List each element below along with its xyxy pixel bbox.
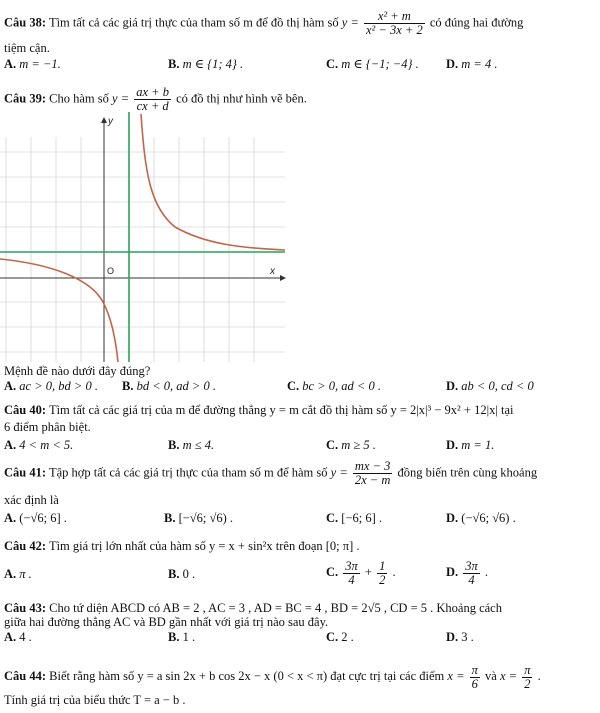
- q40-option-a-letter: A.: [4, 438, 17, 452]
- q39-stem: Cho hàm số: [49, 91, 109, 106]
- q39-fn-prefix: y =: [112, 91, 130, 106]
- q39-option-a-text: ac > 0, bd > 0 .: [19, 379, 98, 393]
- q42-option-c-den-2: 2: [379, 572, 386, 587]
- q42-option-c-frac-2: [377, 560, 387, 587]
- q41-option-d-letter: D.: [446, 511, 459, 525]
- q38-num: x² + m: [364, 10, 425, 24]
- q40-option-a-text: 4 < m < 5.: [19, 438, 74, 452]
- q41-option-a-letter: A.: [4, 511, 17, 525]
- q39-fraction: [134, 86, 171, 113]
- q40-option-b-text: m ≤ 4.: [182, 438, 215, 452]
- q44-pt1-fraction: [470, 664, 480, 691]
- q40-option-b[interactable]: [168, 438, 214, 453]
- q41-fn-prefix: y =: [330, 465, 348, 480]
- q42-option-a-letter: A.: [4, 567, 17, 581]
- q41-option-d-text: (−√6; √6) .: [461, 511, 516, 525]
- q41-num: mx − 3: [354, 459, 391, 473]
- q42-option-d-letter: D.: [446, 565, 459, 579]
- q39-axis-x-label: x: [270, 266, 275, 277]
- q44-pt1-prefix: x =: [447, 669, 465, 683]
- q43-option-a-letter: A.: [4, 630, 17, 644]
- q39-num: ax + b: [136, 85, 169, 99]
- q40-stem: Tìm tất cả các giá trị của m để đường thẳng y = m cắt đồ thị hàm số y = 2|x|³ − 9x² + 12|x| tại: [48, 403, 514, 417]
- q43-option-c-text: 2 .: [341, 630, 354, 644]
- q41-fraction: [353, 460, 393, 487]
- q42-option-d-den: 4: [468, 572, 475, 587]
- q40-option-c-text: m ≥ 5 .: [341, 438, 376, 452]
- q43-option-c-letter: C.: [326, 630, 339, 644]
- q42-stem-line: Câu 42: Tìm giá trị lớn nhất của hàm số y = x + sin²x trên đoạn [0; π] .: [4, 539, 360, 553]
- q39-origin-label: O: [107, 266, 115, 276]
- q44-pt2-num: π: [524, 662, 531, 677]
- q39-graph: [0, 112, 290, 362]
- q44-pt2-den: 2: [524, 676, 531, 691]
- q42-option-c-letter: C.: [326, 565, 339, 579]
- q39-suffix: có đồ thị như hình vẽ bên.: [176, 91, 307, 106]
- q39-option-a-letter: A.: [4, 379, 17, 393]
- q43-label: Câu 43:: [4, 601, 47, 615]
- q39-option-a[interactable]: [4, 379, 98, 394]
- q40-option-d[interactable]: [446, 438, 494, 453]
- q42-option-d-end: .: [484, 565, 489, 579]
- q38-option-b[interactable]: [168, 57, 243, 72]
- q40-option-a[interactable]: [4, 438, 73, 453]
- q43-option-d-letter: D.: [446, 630, 459, 644]
- q38-label: Câu 38: [4, 15, 42, 30]
- q41-option-c[interactable]: [326, 511, 382, 526]
- q43-stem-line: [4, 601, 502, 616]
- q43-stem: Cho tứ diện ABCD có AB = 2 , AC = 3 , AD = BC = 4 , BD = 2√5 , CD = 5 . Khoảng cách: [49, 601, 502, 615]
- q40-option-c-letter: C.: [326, 438, 339, 452]
- q43-option-d[interactable]: [446, 630, 474, 645]
- q44-stem-2: Tính giá trị của biểu thức T = a − b .: [4, 693, 186, 707]
- q41-option-a[interactable]: [4, 511, 67, 526]
- q38-option-c-text: m ∈ {−1; −4} .: [341, 57, 419, 71]
- q44-pt2-prefix: x =: [499, 669, 518, 683]
- q39-option-b-text: bd < 0, ad > 0 .: [136, 379, 216, 393]
- q41-suffix: đồng biến trên cùng khoảng: [397, 465, 538, 480]
- q42-option-c-end: .: [392, 565, 396, 579]
- q42-option-c[interactable]: [326, 557, 396, 587]
- q38-stem-line: Câu 38: Tìm tất cả các giá trị thực của tham số m để đồ thị hàm số y = $\frac{\text{x² + m}}{\text{x² − 3x + 2}}$ có đúng hai đường: [4, 9, 524, 37]
- q43-option-b[interactable]: [168, 630, 195, 645]
- q42-option-d-num: 3π: [465, 558, 478, 573]
- q41-option-b-letter: B.: [164, 511, 176, 525]
- q39-curve-right-branch: [141, 114, 285, 250]
- q41-label: Câu 41: [4, 465, 42, 480]
- q42-option-a-text: π .: [19, 567, 32, 581]
- q43-option-b-text: 1 .: [182, 630, 196, 644]
- q39-axis-y-label: y: [108, 116, 113, 127]
- q42-stem: Tìm giá trị lớn nhất của hàm số y = x + sin²x trên đoạn [0; π] .: [48, 539, 360, 553]
- q43-option-d-text: 3 .: [461, 630, 474, 644]
- q42-option-c-den-1: 4: [348, 572, 355, 587]
- q43-option-c[interactable]: [326, 630, 354, 645]
- q40-option-b-letter: B.: [168, 438, 180, 452]
- q41-den: 2x − m: [354, 473, 391, 487]
- q38-den: x² − 3x + 2: [365, 23, 423, 37]
- q42-option-c-frac-1: [343, 560, 360, 587]
- q38-option-b-text: m ∈ {1; 4} .: [182, 57, 244, 71]
- q43-option-a-text: 4 .: [19, 630, 32, 644]
- q39-curve-left-branch: [0, 259, 118, 362]
- q40-stem-line: Câu 40: Tìm tất cả các giá trị của m để đường thẳng y = m cắt đồ thị hàm số y = 2|x|³ − 9x² + 12|x| tại: [4, 403, 514, 417]
- q38-option-d-text: m = 4 .: [461, 57, 498, 71]
- q41-option-a-text: (−√6; 6] .: [19, 511, 67, 525]
- q40-label: Câu 40: [4, 403, 42, 417]
- q42-label: Câu 42: [4, 539, 42, 553]
- q41-option-b[interactable]: [164, 511, 233, 526]
- q40-option-d-text: m = 1.: [461, 438, 495, 452]
- q40-option-d-letter: D.: [446, 438, 459, 452]
- q39-stem-line: Câu 39: Cho hàm số y = $\frac{ax + b}{cx + d}$ có đồ thị như hình vẽ bên.: [4, 85, 307, 113]
- q42-option-a[interactable]: [4, 567, 32, 582]
- q42-option-b[interactable]: [168, 567, 195, 582]
- q38-fraction: [364, 10, 425, 37]
- q39-option-d[interactable]: [446, 379, 534, 394]
- q44-pt1-num: π: [471, 662, 478, 677]
- q42-option-c-num-2: 1: [379, 558, 386, 573]
- q42-option-c-plus: +: [364, 565, 372, 579]
- q38-option-c[interactable]: [326, 57, 419, 72]
- q42-option-d-frac: [463, 560, 480, 587]
- q38-option-a-text: m = −1.: [19, 57, 61, 71]
- q39-option-d-text: ab < 0, cd < 0: [461, 379, 534, 393]
- q41-option-d[interactable]: [446, 511, 516, 526]
- q41-option-c-text: [−6; 6] .: [341, 511, 383, 525]
- q42-option-d[interactable]: [446, 557, 488, 587]
- q39-option-c-letter: C.: [287, 379, 300, 393]
- q39-option-c[interactable]: [287, 379, 381, 394]
- q41-option-b-text: [−√6; √6) .: [178, 511, 234, 525]
- q43-option-a[interactable]: [4, 630, 32, 645]
- q41-option-c-letter: C.: [326, 511, 339, 525]
- q40-option-c[interactable]: [326, 438, 376, 453]
- q44-stem-line: Câu 44: Biết rằng hàm số y = a sin 2x + b cos 2x − x (0 < x < π) đạt cực trị tại các điểm x = $\frac{\pi}{6}$ và x = $\frac{\pi}{2}$ .: [4, 662, 541, 691]
- q38-option-d[interactable]: [446, 57, 498, 72]
- q38-option-a-letter: A.: [4, 57, 17, 71]
- q42-option-c-num-1: 3π: [345, 558, 358, 573]
- q43-option-b-letter: B.: [168, 630, 180, 644]
- q38-option-d-letter: D.: [446, 57, 459, 71]
- q38-stem-2: tiệm cận.: [4, 41, 50, 55]
- q39-option-c-text: bc > 0, ad < 0 .: [302, 379, 381, 393]
- q38-suffix: có đúng hai đường: [429, 15, 524, 30]
- q41-stem-line: Câu 41: Tập hợp tất cả các giá trị thực của tham số m để hàm số y = $\frac{mx - 3}{2x - m}$ đồng biến trên cùng khoảng: [4, 459, 538, 487]
- q41-stem: Tập hợp tất cả các giá trị thực của tham số m để hàm số: [48, 465, 328, 480]
- q42-option-b-text: 0 .: [182, 567, 196, 581]
- q38-option-c-letter: C.: [326, 57, 339, 71]
- q39-option-b-letter: B.: [122, 379, 134, 393]
- q39-option-d-letter: D.: [446, 379, 459, 393]
- q38-option-a[interactable]: [4, 57, 61, 72]
- q39-option-b[interactable]: [122, 379, 216, 394]
- q44-end: .: [537, 669, 541, 683]
- q44-and: và: [485, 669, 497, 683]
- q44-pt2-fraction: [522, 664, 532, 691]
- q39-question: Mệnh đề nào dưới đây đúng?: [4, 364, 151, 378]
- q38-option-b-letter: B.: [168, 57, 180, 71]
- q43-stem-2: giữa hai đường thẳng AC và BD gần nhất với giá trị nào sau đây.: [4, 615, 329, 629]
- q39-label: Câu 39: [4, 91, 42, 106]
- q39-den: cx + d: [136, 99, 169, 113]
- q41-stem-2: xác định là: [4, 493, 59, 507]
- q44-pt1-den: 6: [471, 676, 478, 691]
- q38-fn-prefix: y =: [341, 15, 359, 30]
- q38-stem: Tìm tất cả các giá trị thực của tham số m để đồ thị hàm số: [48, 15, 339, 30]
- q39-grid: [0, 137, 285, 362]
- q42-option-b-letter: B.: [168, 567, 180, 581]
- q44-stem: Biết rằng hàm số y = a sin 2x + b cos 2x − x (0 < x < π) đạt cực trị tại các điểm: [49, 669, 445, 683]
- q44-label: Câu 44: [4, 669, 42, 683]
- q40-stem-2: 6 điểm phân biệt.: [4, 420, 91, 434]
